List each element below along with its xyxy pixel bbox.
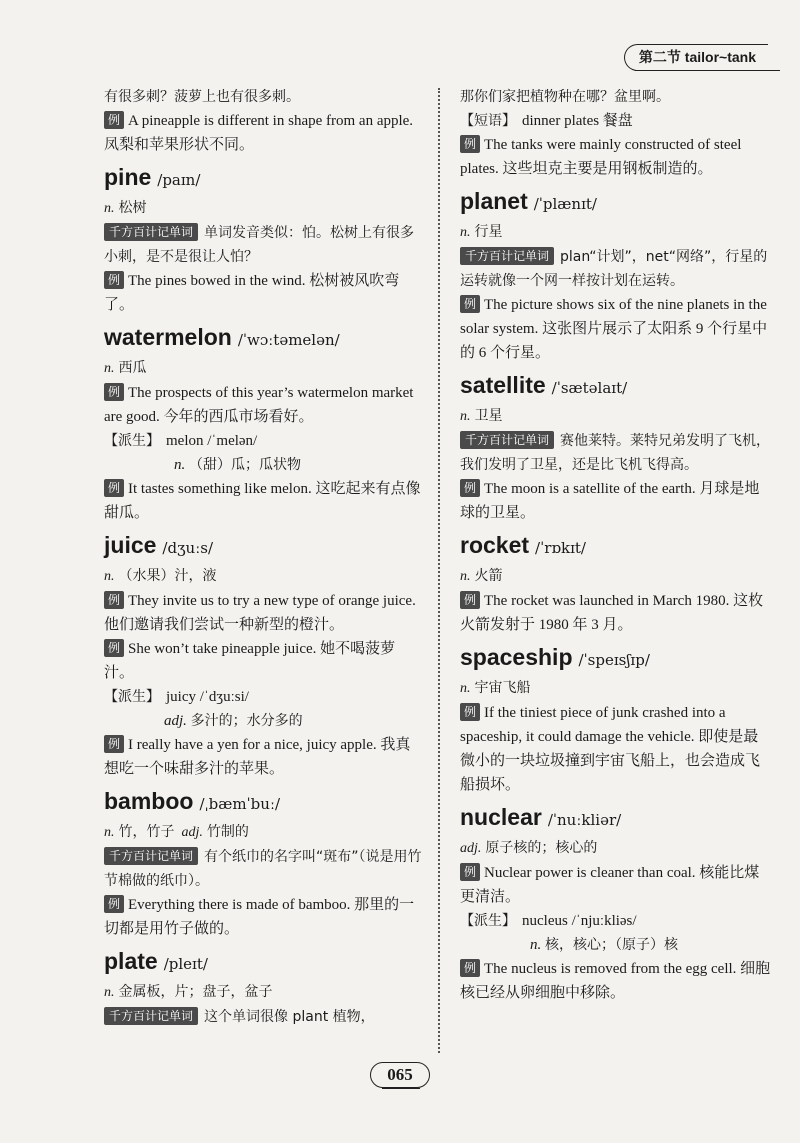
phonetic: /ˈspeɪsʃɪp/ <box>578 651 650 669</box>
entry-satellite <box>460 369 772 525</box>
entry-nuclear <box>460 801 772 1005</box>
headword: pine /paɪn/ <box>104 164 201 190</box>
example-badge: 例 <box>460 479 480 497</box>
derivative: 【派生】 nucleus /ˈnjuːkliəs/ <box>460 913 637 929</box>
entry-juice <box>104 529 422 781</box>
memory-tip: 千方百计记单词 这个单词很像 plant 植物， <box>104 1005 422 1029</box>
phonetic: /ˈrɒkɪt/ <box>535 539 586 557</box>
memory-tip: 千方百计记单词 plan“计划”，net“网络”，行星的运转就像一个网一样按计划在运转。 <box>460 249 768 289</box>
continued-text: 那你们家把植物种在哪？盆里啊。 <box>460 89 670 105</box>
example-sentence: 例 The moon is a satellite of the earth. 月球是地球的卫星。 <box>460 481 760 521</box>
page-footer <box>0 1062 800 1088</box>
phonetic: /ˈnuːkliər/ <box>547 811 622 829</box>
phonetic: /dʒuːs/ <box>162 539 214 557</box>
example-badge: 例 <box>104 591 124 609</box>
example-badge: 例 <box>460 959 480 977</box>
example-badge: 例 <box>104 479 124 497</box>
example-sentence: 例 Everything there is made of bamboo. 那里的一切都是用竹子做的。 <box>104 897 415 937</box>
definition: adj. 原子核的；核心的 <box>460 840 598 856</box>
footer-rule <box>382 1088 420 1089</box>
definition: n. 宇宙飞船 <box>460 680 531 696</box>
example-badge: 例 <box>104 735 124 753</box>
headword: plate /pleɪt/ <box>104 948 208 974</box>
example-sentence: 例 The rocket was launched in March 1980. 这枚火箭发射于 1980 年 3 月。 <box>460 593 764 633</box>
entry-bamboo <box>104 785 422 941</box>
definition: n. 火箭 <box>460 568 503 584</box>
example-sentence: 例 They invite us to try a new type of orange juice. 他们邀请我们尝试一种新型的橙汁。 <box>104 593 416 633</box>
entry-pine <box>104 161 422 317</box>
phonetic: /pleɪt/ <box>163 955 208 973</box>
definition: n. 西瓜 <box>104 360 147 376</box>
derivative: 【派生】 juicy /ˈdʒuːsi/ <box>104 689 249 705</box>
phrase: 【短语】 dinner plates 餐盘 <box>460 113 633 129</box>
section-header: 第二节 tailor~tank <box>624 44 768 71</box>
example-badge: 例 <box>460 295 480 313</box>
continued-text: 有很多刺？菠萝上也有很多刺。 <box>104 89 300 105</box>
right-column <box>460 85 772 1005</box>
example-sentence: 例 She won’t take pineapple juice. 她不喝菠萝汁。 <box>104 641 396 681</box>
example-sentence: 例 I really have a yen for a nice, juicy apple. 我真想吃一个味甜多汁的苹果。 <box>104 737 411 777</box>
column-divider <box>438 88 440 1053</box>
example-sentence: 例 The pines bowed in the wind. 松树被风吹弯了。 <box>104 273 400 313</box>
definition: n. 松树 <box>104 200 147 216</box>
headword: planet /ˈplænɪt/ <box>460 188 597 214</box>
memory-badge: 千方百计记单词 <box>460 247 554 265</box>
header-rule <box>635 70 780 71</box>
example-sentence: 例 It tastes something like melon. 这吃起来有点像甜瓜。 <box>104 481 421 521</box>
example-sentence: 例 Nuclear power is cleaner than coal. 核能比煤更清洁。 <box>460 865 760 905</box>
headword: rocket /ˈrɒkɪt/ <box>460 532 586 558</box>
headword: satellite /ˈsætəlaɪt/ <box>460 372 628 398</box>
derivative-definition: adj. 多汁的；水分多的 <box>164 713 303 729</box>
headword: nuclear /ˈnuːkliər/ <box>460 804 622 830</box>
entry-planet <box>460 185 772 365</box>
example-sentence: 例 The picture shows six of the nine planets in the solar system. 这张图片展示了太阳系 9 个行星中的 6 个行星。 <box>460 297 768 361</box>
page-number: 065 <box>370 1062 430 1088</box>
example-badge: 例 <box>104 383 124 401</box>
example-badge: 例 <box>460 863 480 881</box>
entry-spaceship <box>460 641 772 797</box>
definition: n. 卫星 <box>460 408 503 424</box>
left-column <box>104 85 422 1029</box>
entry-watermelon <box>104 321 422 525</box>
entry-plate <box>104 945 422 1029</box>
example-sentence: 例 If the tiniest piece of junk crashed into a spaceship, it could damage the vehicle. 即使是最微小的一块垃圾撞到宇宙飞船上，也会造成飞船损坏。 <box>460 705 761 793</box>
example-badge: 例 <box>104 895 124 913</box>
memory-tip: 千方百计记单词 单词发音类似：怕。松树上有很多小刺，是不是很让人怕？ <box>104 225 415 265</box>
example-sentence: 例 The tanks were mainly constructed of steel plates. 这些坦克主要是用钢板制造的。 <box>460 137 742 177</box>
headword: watermelon /ˈwɔːtəmelən/ <box>104 324 340 350</box>
example-badge: 例 <box>104 111 124 129</box>
example-badge: 例 <box>460 591 480 609</box>
memory-badge: 千方百计记单词 <box>104 847 198 865</box>
definition: n. 金属板，片；盘子，盆子 <box>104 984 273 1000</box>
entry-rocket <box>460 529 772 637</box>
headword: juice /dʒuːs/ <box>104 532 214 558</box>
example-sentence: 例 A pineapple is different in shape from an apple. 凤梨和苹果形状不同。 <box>104 113 414 153</box>
example-badge: 例 <box>460 135 480 153</box>
definition: n. 竹，竹子 adj. 竹制的 <box>104 824 249 840</box>
derivative: 【派生】 melon /ˈmelən/ <box>104 433 258 449</box>
memory-tip: 千方百计记单词 赛他莱特。莱特兄弟发明了飞机，我们发明了卫星，还是比飞机飞得高。 <box>460 433 771 473</box>
example-badge: 例 <box>104 639 124 657</box>
memory-tip: 千方百计记单词 有个纸巾的名字叫“斑布”（说是用竹节棉做的纸巾）。 <box>104 849 422 889</box>
definition: n. （水果）汁，液 <box>104 568 217 584</box>
phonetic: /ˈwɔːtəmelən/ <box>237 331 340 349</box>
example-sentence: 例 The prospects of this year’s watermelon market are good. 今年的西瓜市场看好。 <box>104 385 414 425</box>
headword: spaceship /ˈspeɪsʃɪp/ <box>460 644 650 670</box>
example-sentence: 例 The nucleus is removed from the egg cell. 细胞核已经从卵细胞中移除。 <box>460 961 771 1001</box>
derivative-definition: n. 核，核心；（原子）核 <box>530 937 678 953</box>
phonetic: /ˌbæmˈbuː/ <box>199 795 281 813</box>
phonetic: /ˈplænɪt/ <box>533 195 597 213</box>
phonetic: /ˈsætəlaɪt/ <box>551 379 628 397</box>
example-badge: 例 <box>104 271 124 289</box>
memory-badge: 千方百计记单词 <box>460 431 554 449</box>
definition: n. 行星 <box>460 224 503 240</box>
derivative-definition: n. （甜）瓜；瓜状物 <box>174 457 301 473</box>
example-badge: 例 <box>460 703 480 721</box>
memory-badge: 千方百计记单词 <box>104 223 198 241</box>
phonetic: /paɪn/ <box>157 171 201 189</box>
headword: bamboo /ˌbæmˈbuː/ <box>104 788 281 814</box>
memory-badge: 千方百计记单词 <box>104 1007 198 1025</box>
